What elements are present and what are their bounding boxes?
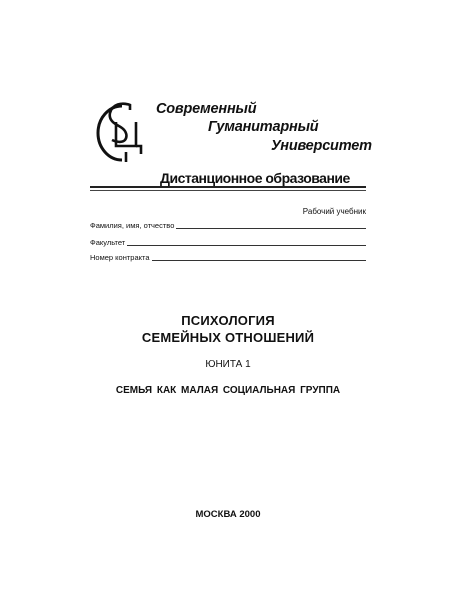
form-field-faculty — [90, 238, 366, 247]
form-field-full-name — [90, 221, 366, 230]
university-emblem-icon — [92, 100, 154, 166]
header-divider-thick — [90, 186, 366, 188]
unit-label: ЮНИТА 1 — [205, 359, 251, 370]
university-name-line2: Гуманитарный — [208, 119, 319, 135]
course-title-line2: СЕМЕЙНЫХ ОТНОШЕНИЙ — [141, 330, 315, 345]
course-title-line1: ПСИХОЛОГИЯ — [181, 313, 275, 328]
city-year: МОСКВА 2000 — [195, 509, 261, 520]
university-name-line1: Современный — [156, 101, 257, 117]
university-name-line3: Университет — [271, 138, 372, 154]
distance-learning-heading: Дистанционное образование — [160, 170, 350, 186]
form-field-label: Факультет — [90, 238, 126, 247]
form-field-line — [127, 238, 366, 246]
unit-subtitle: СЕМЬЯ КАК МАЛАЯ СОЦИАЛЬНАЯ ГРУППА — [115, 385, 341, 396]
form-field-line — [152, 253, 366, 261]
header-divider-thin — [90, 190, 366, 191]
form-field-contract-number — [90, 253, 366, 262]
form-field-label: Фамилия, имя, отчество — [90, 221, 175, 230]
form-field-line — [176, 221, 366, 229]
form-field-label: Номер контракта — [90, 253, 150, 262]
textbook-label: Рабочий учебник — [302, 207, 366, 216]
